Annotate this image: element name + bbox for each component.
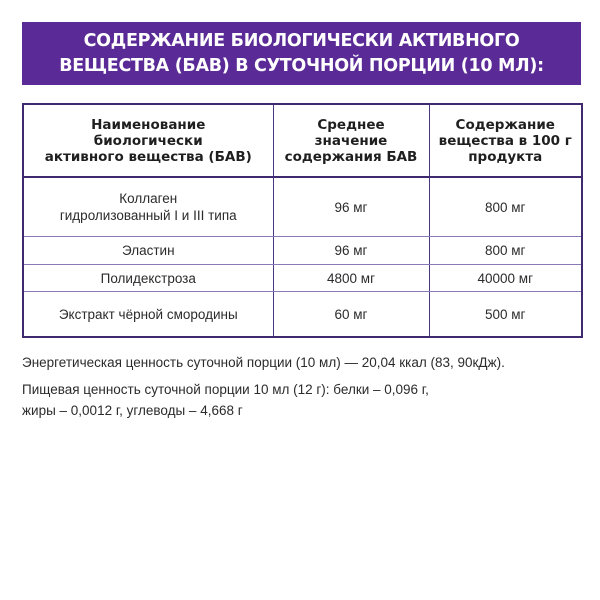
bav-content-table [22, 103, 583, 338]
nutrition-line-2: жиры – 0,0012 г, углеводы – 4,668 г [22, 403, 243, 418]
cell-per-100g: 800 мг [429, 237, 582, 265]
nutrition-value-text [22, 379, 582, 421]
cell-daily: 96 мг [273, 177, 429, 237]
table-row [23, 237, 582, 265]
cell-substance-name [23, 265, 273, 292]
header-text: активного вещества (БАВ) [44, 148, 252, 165]
header-text: значение [314, 132, 388, 149]
nutrition-notes [22, 352, 582, 421]
cell-text: Полидекстроза [100, 270, 196, 286]
title-line-2: ВЕЩЕСТВА (БАВ) В СУТОЧНОЙ ПОРЦИИ (10 МЛ): [59, 55, 544, 76]
cell-text: Экстракт чёрной смородины [58, 306, 238, 322]
nutrition-line-1: Пищевая ценность суточной порции 10 мл (12 г): белки – 0,096 г, [22, 382, 429, 397]
cell-daily: 60 мг [273, 292, 429, 338]
cell-text: Коллаген [119, 191, 178, 206]
cell-per-100g: 40000 мг [429, 265, 582, 292]
header-text: Содержание [455, 116, 555, 133]
header-text: содержания БАВ [284, 148, 418, 165]
header-text: Наименование [91, 116, 206, 133]
cell-substance-name [23, 177, 273, 237]
header-per-100g [429, 104, 582, 177]
table-header-row [23, 104, 582, 177]
cell-per-100g: 800 мг [429, 177, 582, 237]
cell-substance-name [23, 292, 273, 338]
cell-daily: 4800 мг [273, 265, 429, 292]
table-row [23, 177, 582, 237]
header-text: вещества в 100 г [438, 132, 572, 149]
title-banner [22, 22, 581, 85]
cell-per-100g: 500 мг [485, 306, 526, 322]
header-text: Среднее [317, 116, 385, 133]
header-text: продукта [468, 148, 543, 165]
table-row [23, 292, 582, 338]
energy-value-text: Энергетическая ценность суточной порции (10 мл) — 20,04 ккал (83, 90кДж). [22, 355, 505, 370]
cell-text: Эластин [121, 243, 175, 258]
header-daily-average [273, 104, 429, 177]
cell-daily: 96 мг [273, 237, 429, 265]
header-substance-name [23, 104, 273, 177]
title-line-1: СОДЕРЖАНИЕ БИОЛОГИЧЕСКИ АКТИВНОГО [83, 30, 520, 51]
cell-substance-name [23, 237, 273, 265]
table-row [23, 265, 582, 292]
header-text: биологически [93, 132, 203, 149]
cell-text: гидролизованный I и III типа [59, 208, 237, 223]
